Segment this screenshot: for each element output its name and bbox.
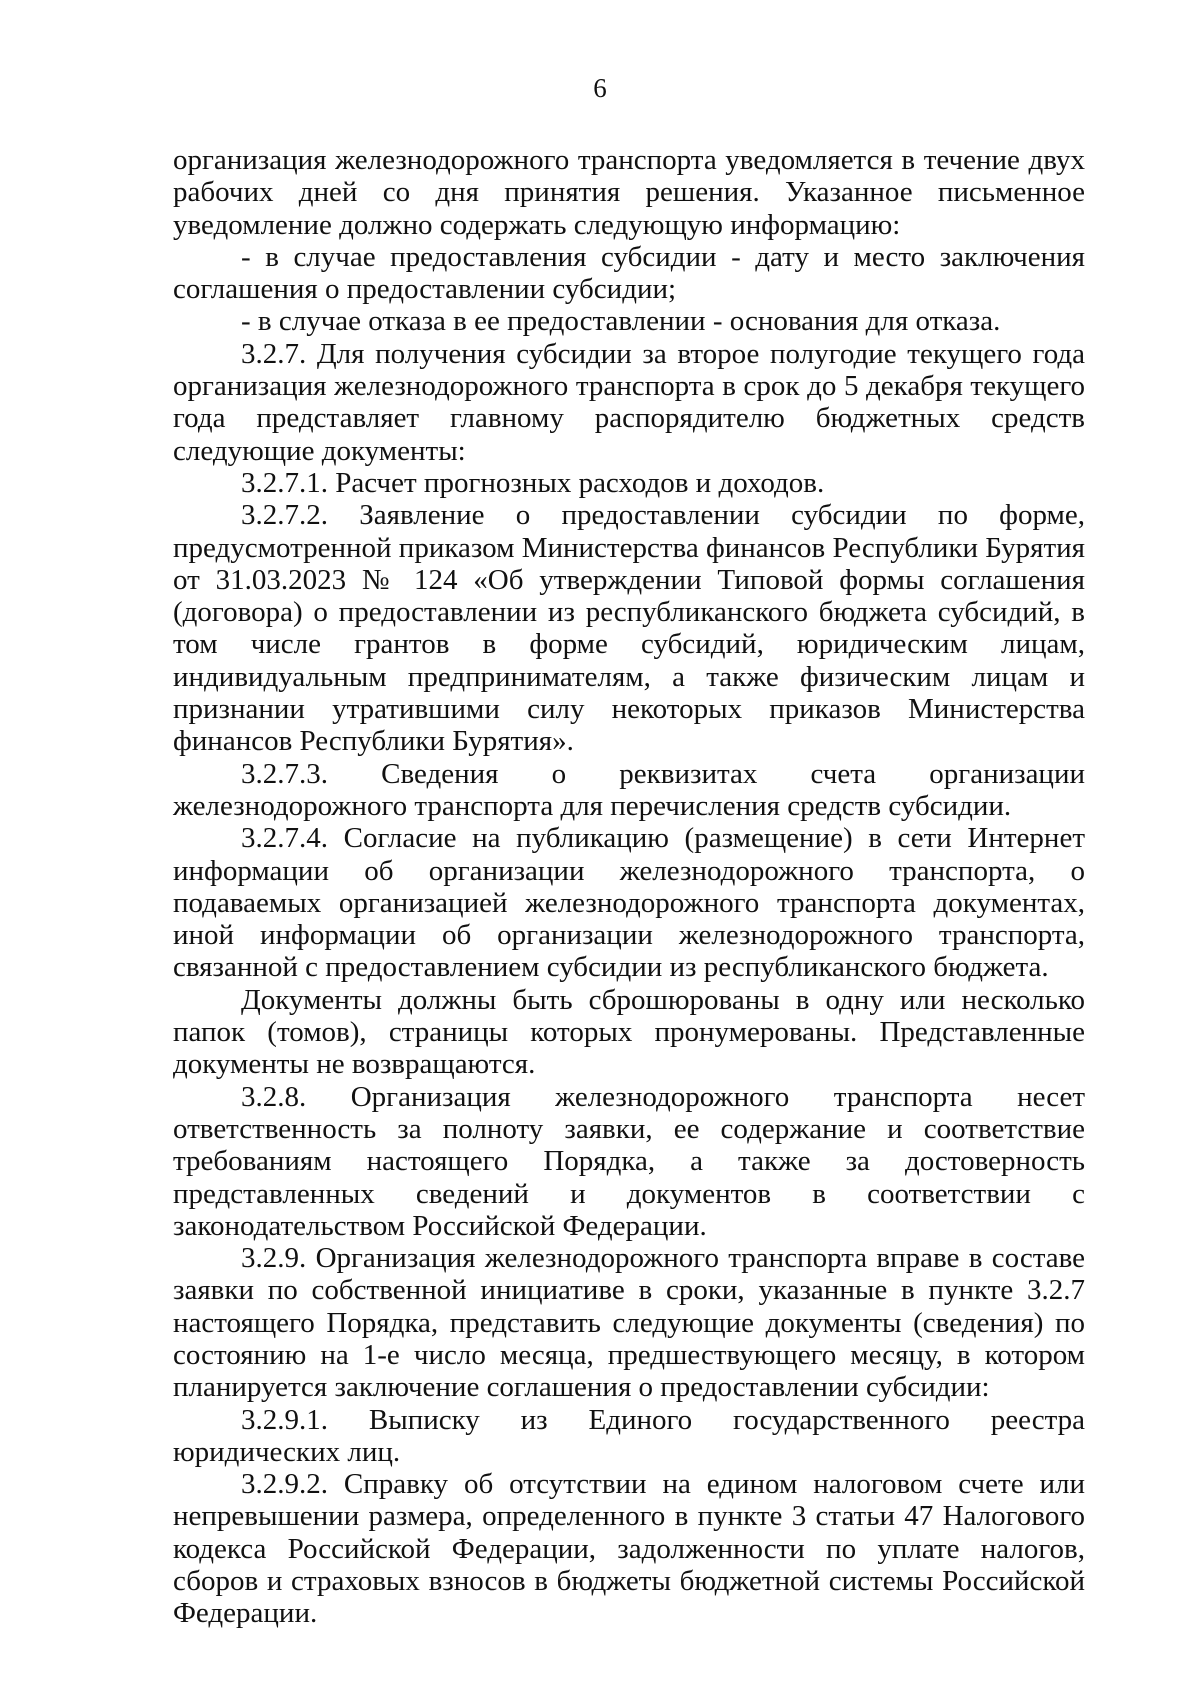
paragraph-3-2-9: 3.2.9. Организация железнодорожного транспорта вправе в составе заявки по собственной инициативе в сроки, указанные в пункте 3.2.7 настоящего Порядка, представить следующие документы (сведения) по состоянию на 1-е число месяца, предшествующего месяцу, в котором планируется заключение соглашения о предоставлении субсидии: xyxy=(173,1242,1085,1404)
paragraph-3-2-7-4: 3.2.7.4. Согласие на публикацию (размещение) в сети Интернет информации об организации железнодорожного транспорта, о подаваемых организацией железнодорожного транспорта документах, иной информации об организации железнодорожного транспорта, связанной с предоставлением субсидии из республиканского бюджета. xyxy=(173,822,1085,984)
document-body xyxy=(173,144,1085,1630)
paragraph-list-item-granted: - в случае предоставления субсидии - дату и место заключения соглашения о предоставлении субсидии; xyxy=(173,240,1085,306)
paragraph-3-2-7-1: 3.2.7.1. Расчет прогнозных расходов и доходов. xyxy=(241,466,825,499)
paragraph-3-2-9-2: 3.2.9.2. Справку об отсутствии на едином налоговом счете или непревышении размера, определенного в пункте 3 статьи 47 Налогового кодекса Российской Федерации, задолженности по уплате налогов, сборов и страховых взносов в бюджеты бюджетной системы Российской Федерации. xyxy=(173,1468,1085,1630)
paragraph-3-2-9-1: 3.2.9.1. Выписку из Единого государственного реестра юридических лиц. xyxy=(173,1403,1085,1468)
paragraph-continuation: организация железнодорожного транспорта уведомляется в течение двух рабочих дней со дня принятия решения. Указанное письменное уведомление должно содержать следующую информацию: xyxy=(173,144,1085,241)
paragraph-documents-bound: Документы должны быть сброшюрованы в одну или несколько папок (томов), страницы которых пронумерованы. Представленные документы не возвращаются. xyxy=(173,983,1085,1081)
paragraph-3-2-7: 3.2.7. Для получения субсидии за второе полугодие текущего года организация железнодорожного транспорта в срок до 5 декабря текущего года представляет главному распорядителю бюджетных средств следующие документы: xyxy=(173,337,1085,467)
paragraph-3-2-8: 3.2.8. Организация железнодорожного транспорта несет ответственность за полноту заявки, ее содержание и соответствие требованиям настоящего Порядка, а также за достоверность представленных сведений и документов в соответствии с законодательством Российской Федерации. xyxy=(173,1080,1085,1242)
paragraph-list-item-refused: - в случае отказа в ее предоставлении - основания для отказа. xyxy=(241,305,1001,338)
paragraph-3-2-7-2: 3.2.7.2. Заявление о предоставлении субсидии по форме, предусмотренной приказом Министерства финансов Республики Бурятия от 31.03.2023 № 124 «Об утверждении Типовой формы соглашения (договора) о предоставлении из республиканского бюджета субсидий, в том числе грантов в форме субсидий, юридическим лицам, индивидуальным предпринимателям, а также физическим лицам и признании утратившими силу некоторых приказов Министерства финансов Республики Бурятия». xyxy=(173,499,1086,758)
paragraph-3-2-7-3: 3.2.7.3. Сведения о реквизитах счета организации железнодорожного транспорта для перечисления средств субсидии. xyxy=(173,757,1085,822)
page-number: 6 xyxy=(593,73,607,103)
